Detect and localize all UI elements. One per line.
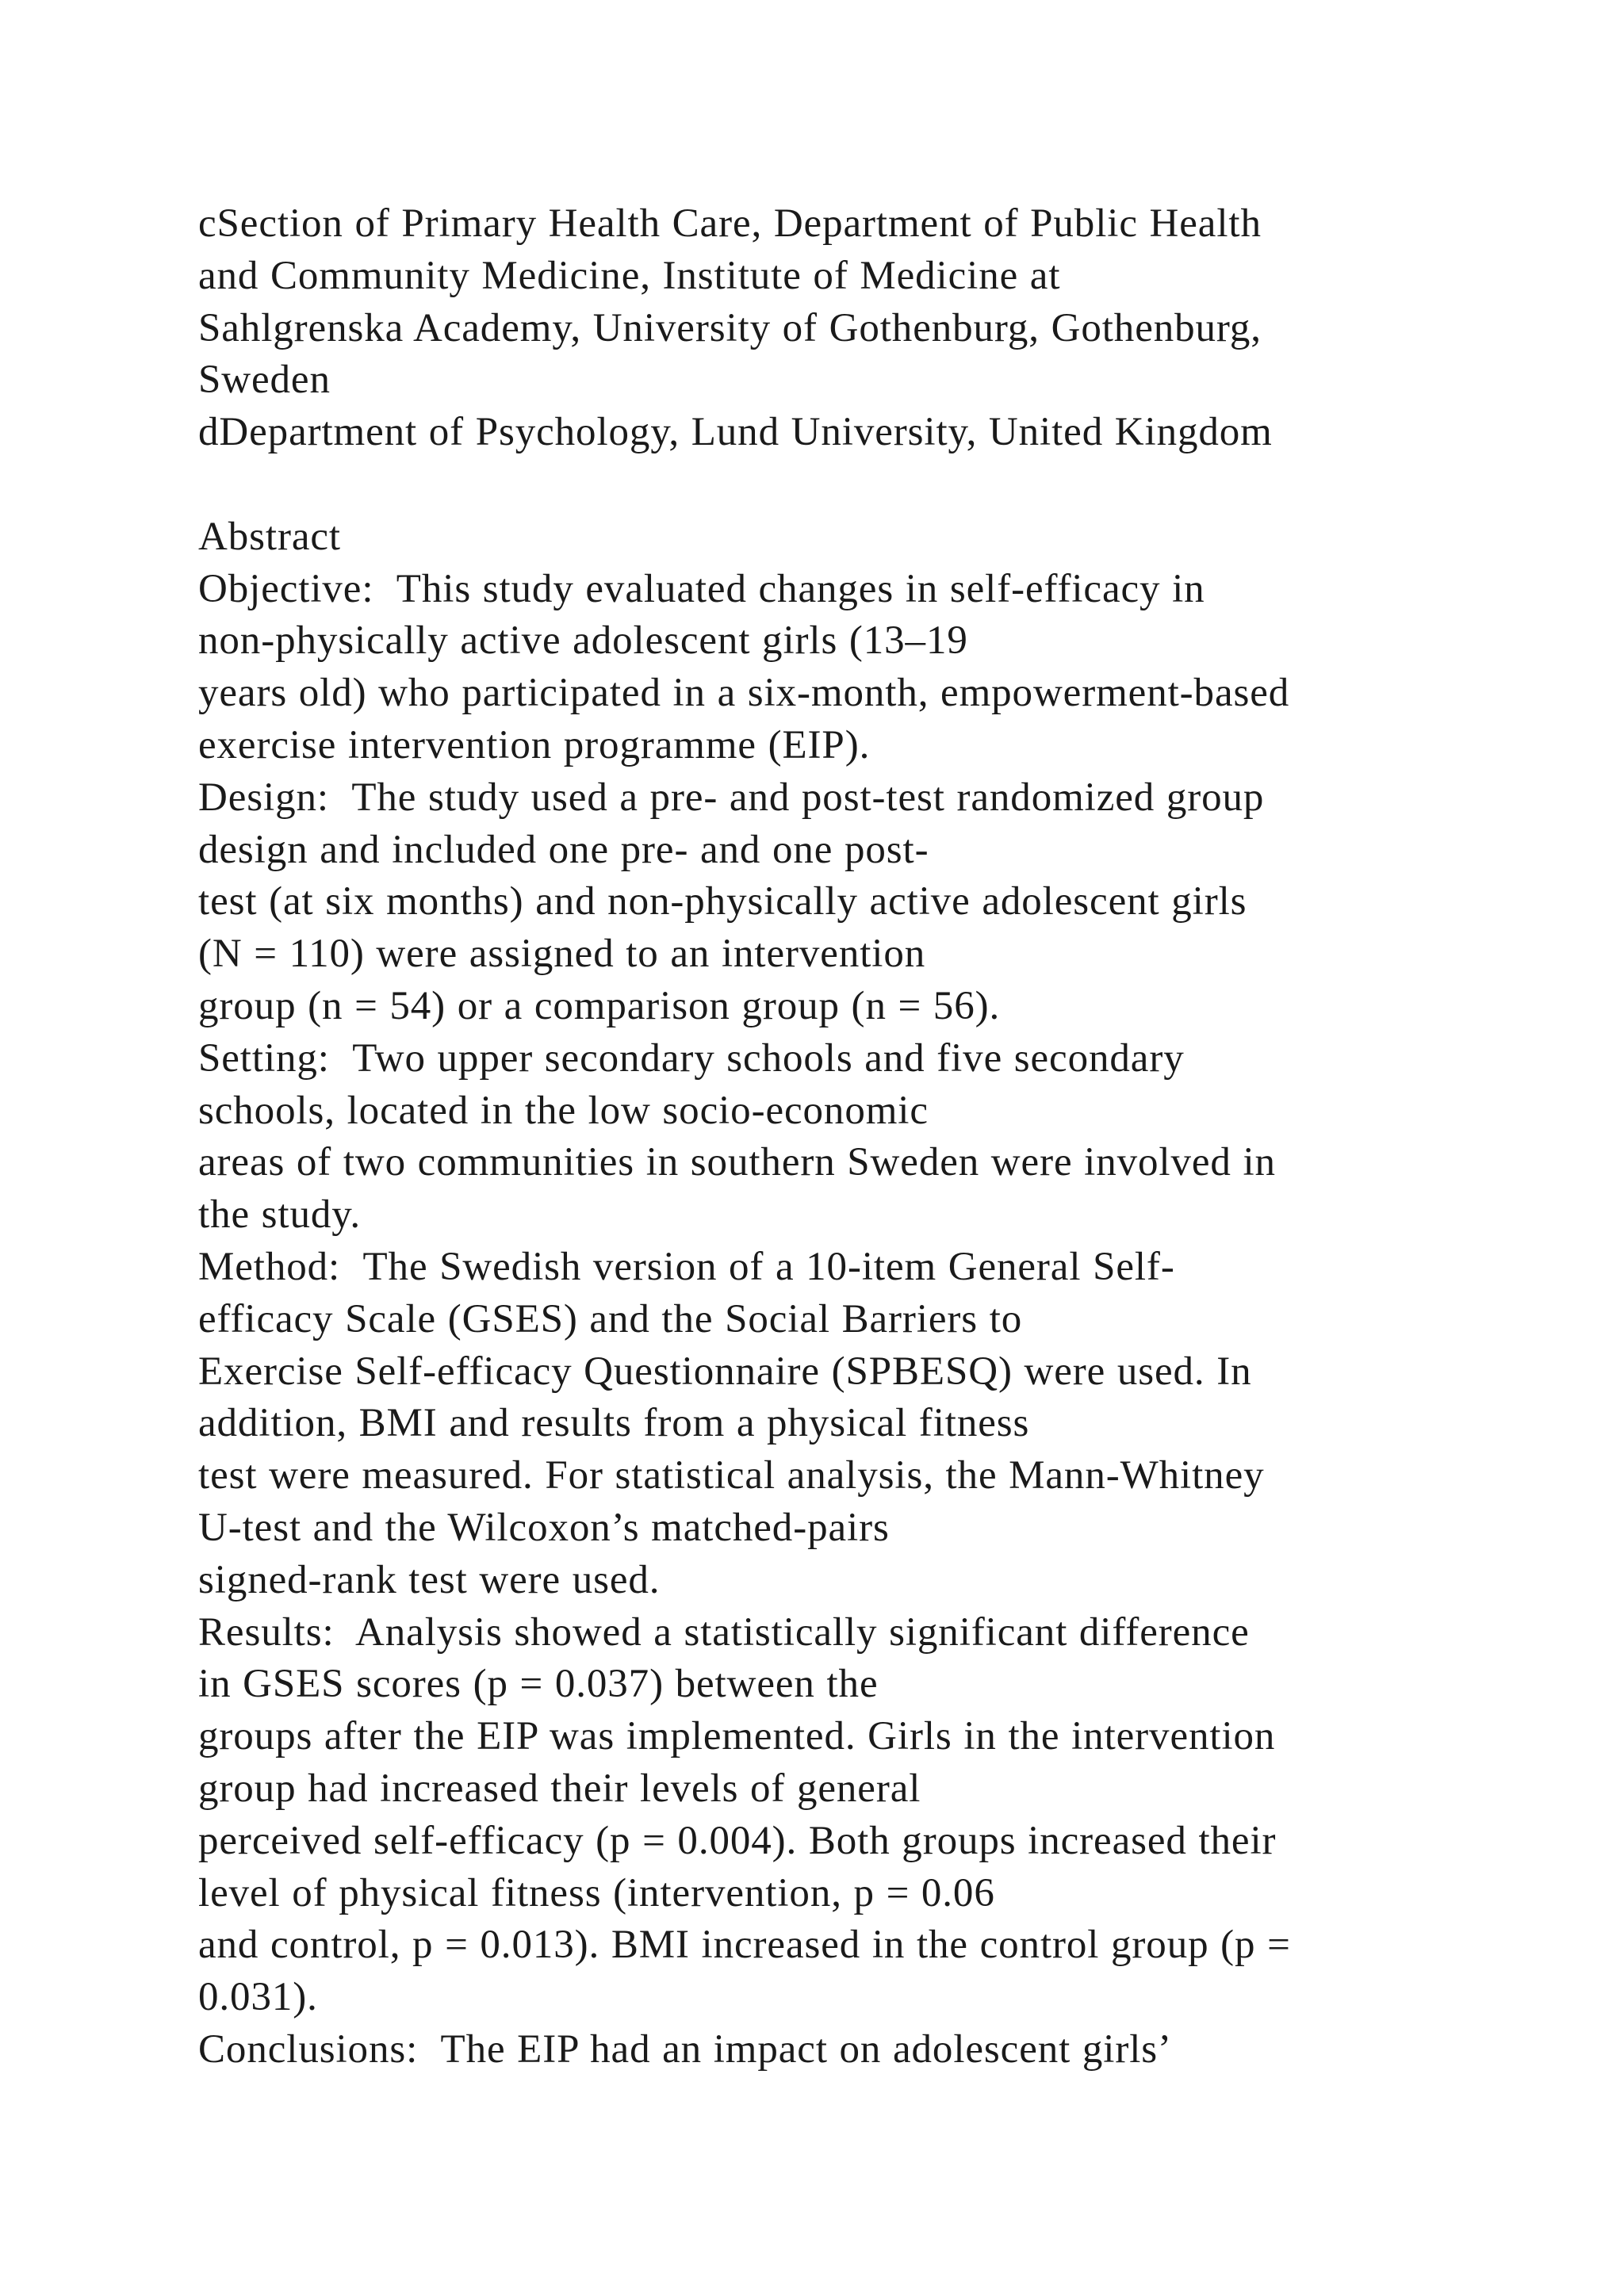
text-line: cSection of Primary Health Care, Department of Public Health <box>198 201 1262 246</box>
text-line: addition, BMI and results from a physical fitness <box>198 1401 1030 1446</box>
text-line: Sahlgrenska Academy, University of Gothenburg, Gothenburg, <box>198 305 1262 350</box>
text-line: test (at six months) and non-physically active adolescent girls <box>198 879 1247 924</box>
document-body <box>198 198 1515 2076</box>
text-line: and Community Medicine, Institute of Medicine at <box>198 253 1061 298</box>
text-line: years old) who participated in a six-month, empowerment-based <box>198 671 1290 716</box>
text-line: schools, located in the low socio-economic <box>198 1088 929 1133</box>
text-line: group had increased their levels of general <box>198 1766 921 1811</box>
text-line: non-physically active adolescent girls (13–19 <box>198 618 968 664</box>
text-line: Setting: Two upper secondary schools and five secondary <box>198 1035 1185 1081</box>
text-line: Objective: This study evaluated changes in self-efficacy in <box>198 566 1205 611</box>
abstract-objective <box>198 564 1515 772</box>
text-line: Conclusions: The EIP had an impact on adolescent girls’ <box>198 2026 1172 2072</box>
text-line: U-test and the Wilcoxon’s matched-pairs <box>198 1505 890 1550</box>
text-line: group (n = 54) or a comparison group (n = 56). <box>198 983 1001 1028</box>
text-line: areas of two communities in southern Sweden were involved in <box>198 1140 1276 1185</box>
affiliation-d <box>198 407 1515 459</box>
text-line: design and included one pre- and one post- <box>198 827 929 872</box>
text-line: 0.031). <box>198 1975 318 2020</box>
text-line: perceived self-efficacy (p = 0.004). Both groups increased their <box>198 1818 1277 1863</box>
text-line: (N = 110) were assigned to an intervention <box>198 932 926 977</box>
text-line: level of physical fitness (intervention, p = 0.06 <box>198 1870 995 1915</box>
text-line: Method: The Swedish version of a 10-item General Self- <box>198 1244 1175 1289</box>
abstract-design <box>198 772 1515 1033</box>
text-line: dDepartment of Psychology, Lund University, United Kingdom <box>198 410 1273 455</box>
text-line: efficacy Scale (GSES) and the Social Barriers to <box>198 1296 1023 1341</box>
text-line: Sweden <box>198 358 331 403</box>
text-line: Design: The study used a pre- and post-test randomized group <box>198 775 1265 820</box>
abstract-conclusions <box>198 2024 1515 2076</box>
abstract-heading: Abstract <box>198 514 341 559</box>
abstract-setting <box>198 1033 1515 1242</box>
abstract-method <box>198 1242 1515 1607</box>
text-line: the study. <box>198 1192 362 1238</box>
text-line: Exercise Self-efficacy Questionnaire (SPBESQ) were used. In <box>198 1349 1252 1394</box>
affiliation-c <box>198 198 1515 407</box>
text-line: exercise intervention programme (EIP). <box>198 722 871 767</box>
text-line: test were measured. For statistical analysis, the Mann-Whitney <box>198 1453 1265 1498</box>
text-line: in GSES scores (p = 0.037) between the <box>198 1662 879 1707</box>
text-line: and control, p = 0.013). BMI increased in the control group (p = <box>198 1923 1291 1968</box>
abstract-results <box>198 1607 1515 2024</box>
text-line: Results: Analysis showed a statistically significant difference <box>198 1609 1250 1655</box>
text-line: groups after the EIP was implemented. Girls in the intervention <box>198 1714 1276 1759</box>
blank-line <box>198 459 1515 511</box>
text-line: signed-rank test were used. <box>198 1557 661 1602</box>
